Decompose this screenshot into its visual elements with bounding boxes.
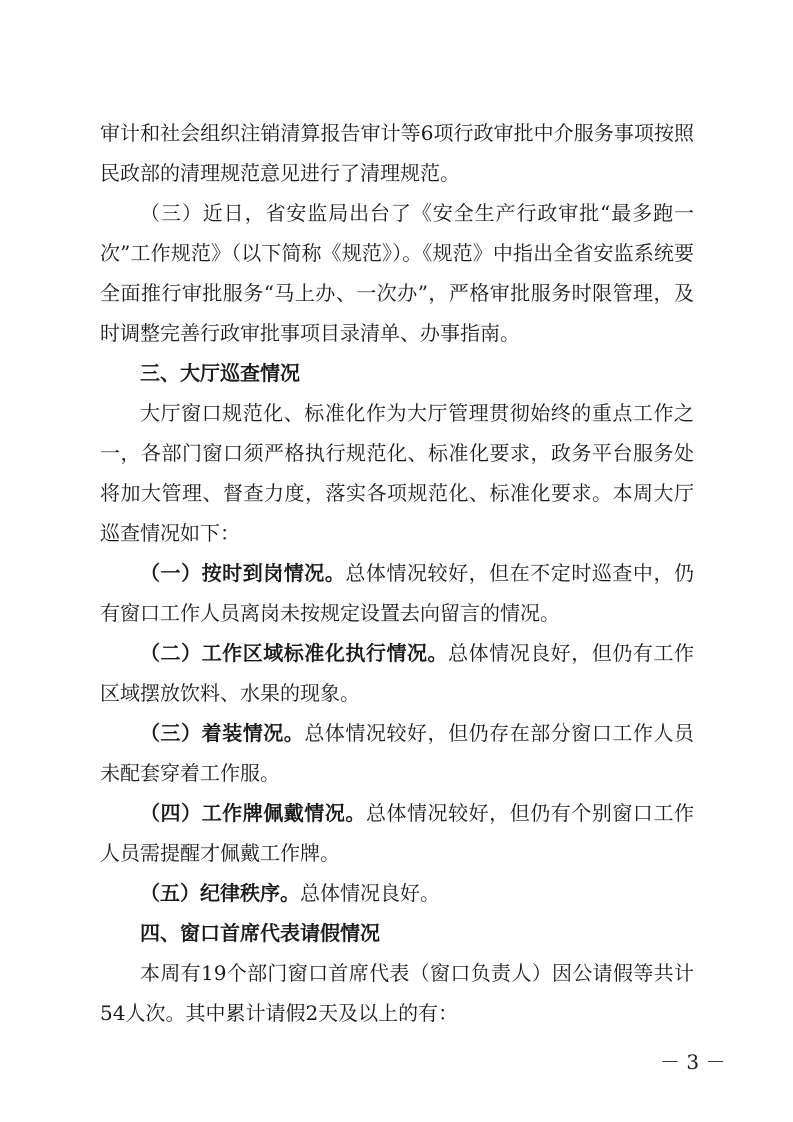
paragraph-hall-intro: 大厅窗口规范化、标准化作为大厅管理贯彻始终的重点工作之一，各部门窗口须严格执行规范化、标准化要求，政务平台服务处将加大管理、督查力度，落实各项规范化、标准化要求。本周大厅巡查情况如下： (100, 401, 694, 545)
inspection-item-text: 总体情况较好，但仍有个别窗口工作人员需提醒才佩戴工作牌。 (100, 801, 695, 865)
paragraph-item-three: （三）近日，省安监局出台了《安全生产行政审批“最多跑一次”工作规范》（以下简称《规范》）。《规范》中指出全省安监系统要全面推行审批服务“马上办、一次办”，严格审批服务时限管理，及时调整完善行政审批事项目录清单、办事指南。 (100, 201, 694, 345)
paragraph-leave: 本周有19个部门窗口首席代表（窗口负责人）因公请假等共计54人次。其中累计请假2天及以上的有： (100, 961, 694, 1025)
inspection-item-text: 总体情况良好，但仍有工作区域摆放饮料、水果的现象。 (100, 641, 695, 705)
inspection-item-title: （一）按时到岗情况。 (140, 561, 346, 585)
section-heading-hall-inspection: 三、大厅巡查情况 (140, 361, 300, 385)
inspection-item (100, 633, 694, 713)
inspection-item (100, 553, 694, 633)
page-number: － 3 － (660, 1050, 726, 1074)
inspection-item-title: （二）工作区域标准化执行情况。 (140, 641, 449, 665)
inspection-item-text: 总体情况良好。 (300, 881, 440, 905)
inspection-item-title: （五）纪律秩序。 (140, 881, 300, 905)
inspection-item (100, 873, 694, 913)
inspection-item-text: 总体情况较好，但仍存在部分窗口工作人员未配套穿着工作服。 (100, 721, 695, 785)
inspection-item-title: （四）工作牌佩戴情况。 (140, 801, 366, 825)
inspection-item (100, 713, 694, 793)
paragraph-intro: 审计和社会组织注销清算报告审计等6项行政审批中介服务事项按照民政部的清理规范意见进行了清理规范。 (100, 121, 694, 185)
inspection-item (100, 793, 694, 873)
inspection-item-text: 总体情况较好，但在不定时巡查中，仍有窗口工作人员离岗未按规定设置去向留言的情况。 (100, 561, 695, 625)
inspection-item-title: （三）着装情况。 (140, 721, 305, 745)
section-heading-leave: 四、窗口首席代表请假情况 (140, 921, 380, 945)
